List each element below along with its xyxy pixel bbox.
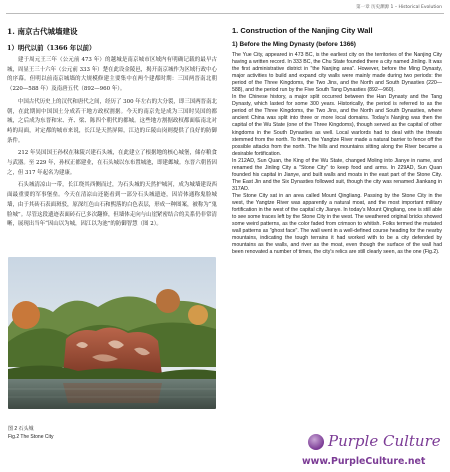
figure-caption — [8, 425, 54, 441]
chinese-column — [7, 26, 217, 233]
paragraph-en-1: The Yue City, appeared in 473 BC, is the earliest city on the territories of the Nanjing City having a written record. In 333 BC, the Chu State founded there a city named Jinling. It was the first administrative district in "the Nanjing area". However, before the Ming Dynasty, major activities to build and expand city walls were mainly made during two periods: the period of the Three Kingdoms, the Two Jins, and the North and South Dynasties (220—588), and the period run by the Five South Tang Dynasties (892—960). — [232, 52, 442, 94]
section-title-en: 1. Construction of the Nanjing City Wall — [232, 26, 373, 35]
watermark-brand: Purple Culture — [328, 432, 441, 450]
paragraph-cn-2: 中国古代历史上的汉代和唐代之间，经历了 300 年左右的大分裂，即三国两晋南北朝，在此期间中国国土分成若干地方政权割据。今天的南京先是成为三国时吴国的都城，之后成为东晋和宋、齐、梁、陈四个朝代的都城。这些地方割据政权都面临南北对峙的局面，对定都的城市来说，长江是天然屏障，江边的丘陵山岗则提供了良好的防御条件。 — [7, 98, 217, 144]
figure-caption-en: Fig.2 The Stone City — [8, 434, 54, 440]
paragraph-en-3: In 212AD, Sun Quan, the King of the Wu State, changed Moling into Jianye in name, and renamed the Jinling City a "Stone City" to keep food and arms. In 229AD, Sun Quan founded his capital in Jianye, and built walls and moats in the east part of the Stone City. The East Jin and the Six Dynasties followed suit, though the city was renamed Jiankang in 317AD. — [232, 157, 442, 192]
watermark-logo-icon — [308, 434, 324, 450]
stone-city-photo — [8, 257, 216, 409]
paragraph-cn-4: 石头城清凉山一带，长江绕其西侧而过，为石头城的天然护城河，成为城墙建设西面最重要的军事堡垒。今天在清凉山还能看到一部分石头城遗迹，因岩体通称鬼脸城墙，由于其砖石表面斑驳，原深红色山石和熙落的白色表层，形成一种图案，被称为“鬼脸城”。尽管这段遗迹表面砖石已多次翻修，但墙体走向与山崖紧密结合的关系仍非常清晰，展现出当年“因山以为城，因江以为池”的防御智慧（图 2）。 — [7, 182, 217, 228]
stone-city-illustration — [8, 257, 216, 409]
watermark-url: www.PurpleCulture.net — [302, 456, 426, 467]
watermark — [300, 432, 450, 472]
paragraph-en-4: The Stone City sat in an area called Mount Qingliang. Passing by the Stone City in the west, the Yangtze River was apparently a natural moat, and the most important military fortification in the west of the capital city Jianye. In today's Mount Qingliang, one is still able to see some traces left by the Stone City in the west. The weathered original bricks showed some weird patterns, as the color faded from crimson to whitish. Folks termed the mutated wall patterns as "ghost face". The wall went in a well-defined course heading for the nearby mountains, indicating the tough terrains it had worked with to be a city defended by mountains as the walls, and river as the moat, even though the surface of the wall had been renovated a number of times, the city's relics are still clearly seen, as the one (Fig.2). — [232, 192, 442, 256]
subsection-title-cn: 1）明代以前（1366 年以前） — [7, 44, 96, 52]
paragraph-cn-3: 212 年吴国国王孙权在秣陵兴建石头城，在此建立了根据地的核心城堡，储存粮食与武器。至 229 年，孙权正都建业，在石头城以东布置城池，即建邺城。东晋六朝皆因之，但 317 年起名为建康。 — [7, 150, 217, 176]
header-rule — [6, 13, 444, 14]
paragraph-en-2: In the Chinese history, a major split occurred between the Han Dynasty and the Tang Dynasty, which lasted for some 300 years. Historically, the period is referred to as the period of the Three Kingdoms, the Two Jins, and the North and South Dynasties, where ancient China was split into three or more local domains. Today's Nanjing was then the capital of the Wu State (one of the Three Kingdoms), though served as the capital of other kingdoms in the South Dynasties as well. Local warlords had to deal with the threats stemmed from the north. To them, the Yangtze River made a natural barrier to fence off the possible attacks from the north. The hills and mountains sitting along the River became a desirable fortification. — [232, 94, 442, 157]
running-head: 第一章 历史渊源 1 – Historical Evolution — [356, 5, 442, 10]
section-title-cn: 1. 南京古代城墙建设 — [7, 27, 78, 36]
subsection-title-en: 1) Before the Ming Dynasty (before 1366) — [232, 41, 356, 48]
paragraph-cn-1: 建于周元王三年（公元前 473 年）的越城是南京城市区域内有明确记载的最早古城，周显王三十六年（公元前 333 年）楚在此设金陵邑，揭开南京城作为区域行政中心的序幕。但明以前南京城墙的大规模修建主要集中在两个建都时期：三国两晋南北朝（220—588 年）及南唐五代（892—960 年）。 — [7, 57, 217, 93]
figure-caption-cn: 图 2 石头城 — [8, 426, 34, 432]
english-column — [232, 26, 442, 256]
